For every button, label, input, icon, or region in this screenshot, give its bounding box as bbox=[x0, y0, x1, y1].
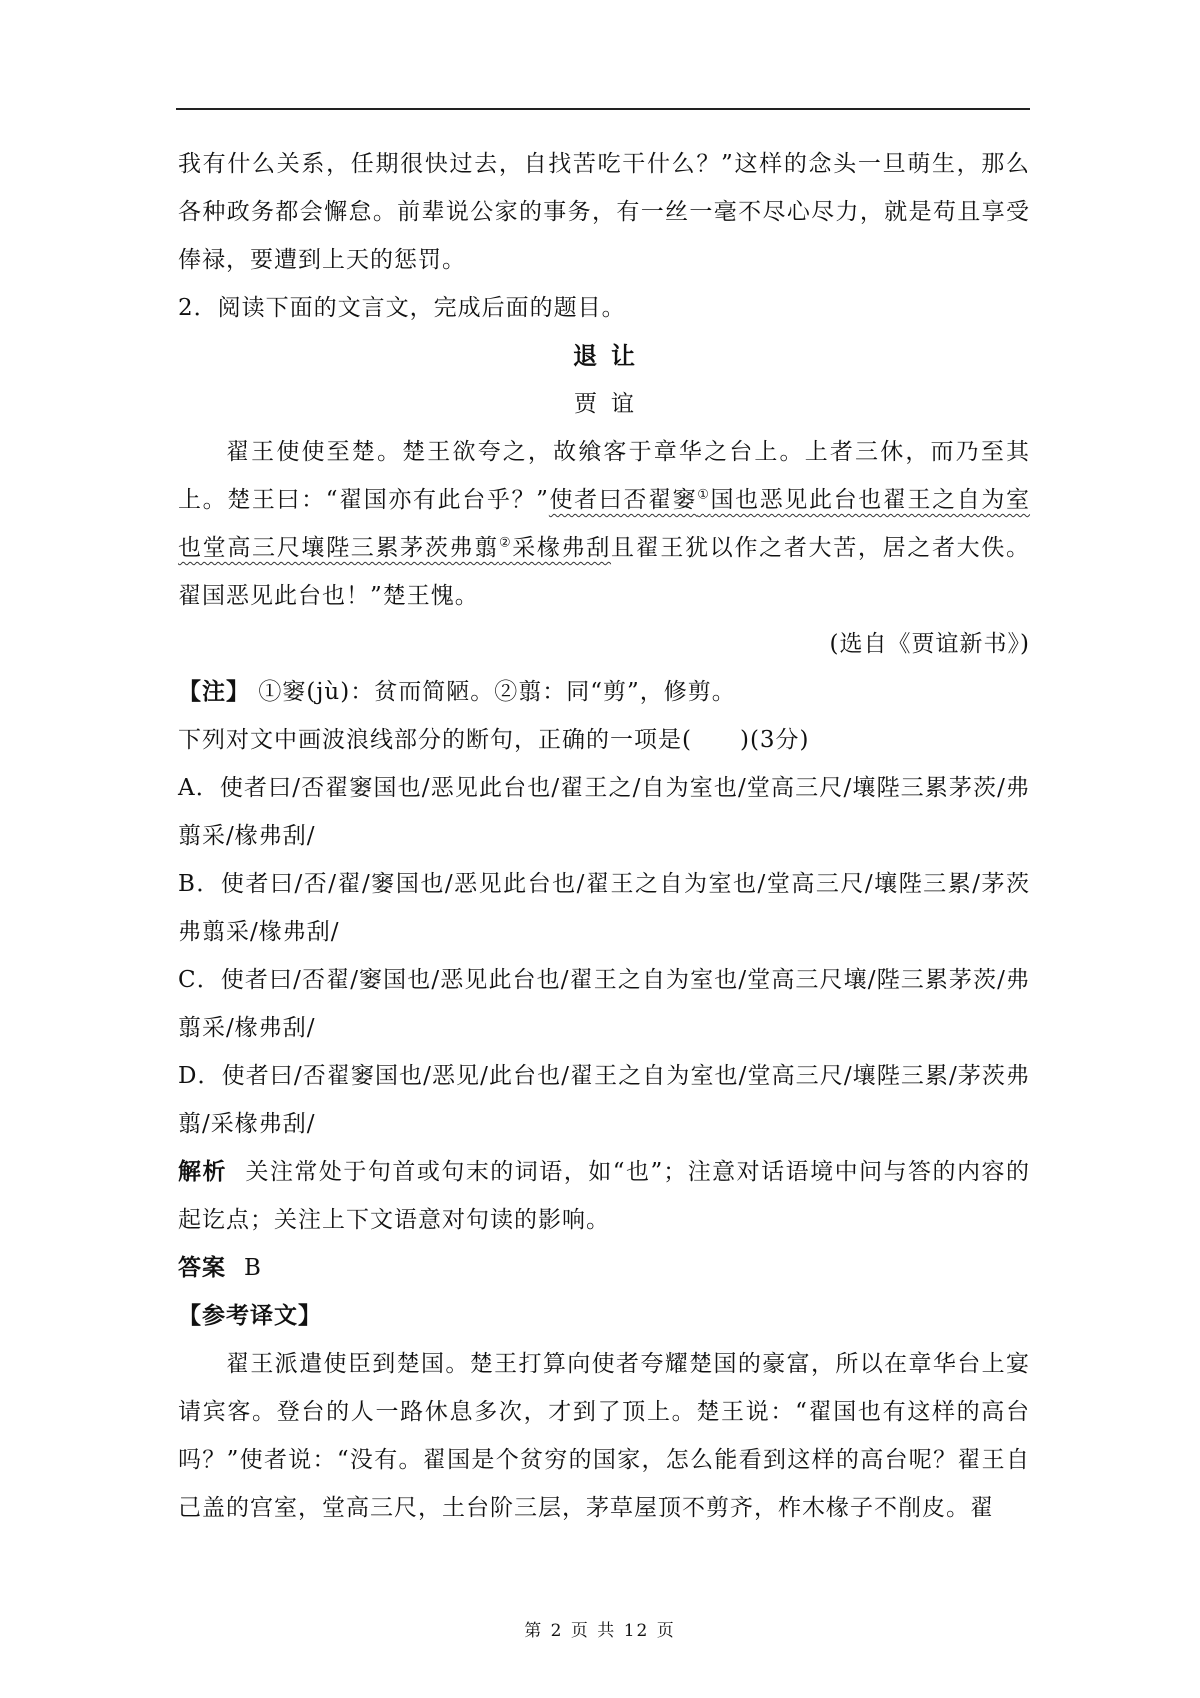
passage-author: 贾谊 bbox=[574, 391, 648, 417]
annotation-note bbox=[178, 668, 1030, 716]
answer-label: 答案 bbox=[178, 1254, 226, 1281]
option-b: B．使者曰/否/翟/窭国也/恶见此台也/翟王之自为室也/堂高三尺/壤陛三累/茅茨弗翦采/椽弗刮/ bbox=[178, 871, 1030, 945]
translation-text: 翟王派遣使臣到楚国。楚王打算向使者夸耀楚国的豪富，所以在章华台上宴请宾客。登台的人一路休息多次，才到了顶上。楚王说：“翟国也有这样的高台吗？”使者说：“没有。翟国是个贫穷的国家，怎么能看到这样的高台呢？翟王自己盖的宫室，堂高三尺，土台阶三层，茅草屋顶不剪齐，柞木椽子不削皮。翟 bbox=[178, 1351, 1030, 1521]
passage-title: 退让 bbox=[573, 341, 649, 370]
wavy-underlined-segment: 使者曰否翟窭①国也恶见此台也翟王之自为室也堂高三尺壤陛三累茅茨弗翦②采椽弗刮 bbox=[178, 487, 1031, 561]
note-text: ①窭(jù)：贫而简陋。②翦：同“剪”，修剪。 bbox=[258, 679, 736, 705]
passage-source: (选自《贾谊新书》) bbox=[829, 631, 1030, 657]
classical-passage bbox=[178, 428, 1030, 620]
translation-label: 【参考译文】 bbox=[178, 1302, 322, 1329]
page-content bbox=[178, 140, 1030, 1532]
continued-paragraph: 我有什么关系，任期很快过去，自找苦吃干什么？”这样的念头一旦萌生，那么各种政务都会懈怠。前辈说公家的事务，有一丝一毫不尽心尽力，就是苟且享受俸禄，要遭到上天的惩罚。 bbox=[178, 151, 1030, 273]
note-label: 【注】 bbox=[178, 678, 250, 705]
option-c: C．使者曰/否翟/窭国也/恶见此台也/翟王之自为室也/堂高三尺壤/陛三累茅茨/弗翦采/椽弗刮/ bbox=[178, 967, 1030, 1041]
page-footer: 第 2 页 共 12 页 bbox=[524, 1621, 676, 1641]
analysis-paragraph bbox=[178, 1148, 1030, 1244]
header-rule bbox=[176, 108, 1030, 110]
analysis-text: 关注常处于句首或句末的词语，如“也”；注意对话语境中问与答的内容的起讫点；关注上下文语意对句读的影响。 bbox=[178, 1159, 1030, 1233]
note-mark-2: ② bbox=[498, 535, 513, 551]
passage-start: 翟王使使至楚。楚王欲夸之，故飨客于章华之台上。上者三休，而乃至其上。楚王曰：“翟国亦有此台乎？” bbox=[178, 439, 1030, 513]
option-a: A．使者曰/否翟窭国也/恶见此台也/翟王之/自为室也/堂高三尺/壤陛三累茅茨/弗翦采/椽弗刮/ bbox=[178, 775, 1030, 849]
answer-line bbox=[178, 1244, 1030, 1292]
question-stem: 下列对文中画波浪线部分的断句，正确的一项是( )(3分) bbox=[178, 727, 810, 753]
passage-end: 且翟王犹以作之者大苦，居之者大佚。翟国恶见此台也！”楚王愧。 bbox=[178, 535, 1031, 609]
option-d: D．使者曰/否翟窭国也/恶见/此台也/翟王之自为室也/堂高三尺/壤陛三累/茅茨弗翦/采椽弗刮/ bbox=[178, 1063, 1030, 1137]
analysis-label: 解析 bbox=[178, 1158, 227, 1185]
answer-value: B bbox=[244, 1255, 262, 1281]
note-mark-1: ① bbox=[697, 487, 711, 503]
question-prompt: 2．阅读下面的文言文，完成后面的题目。 bbox=[178, 295, 626, 321]
